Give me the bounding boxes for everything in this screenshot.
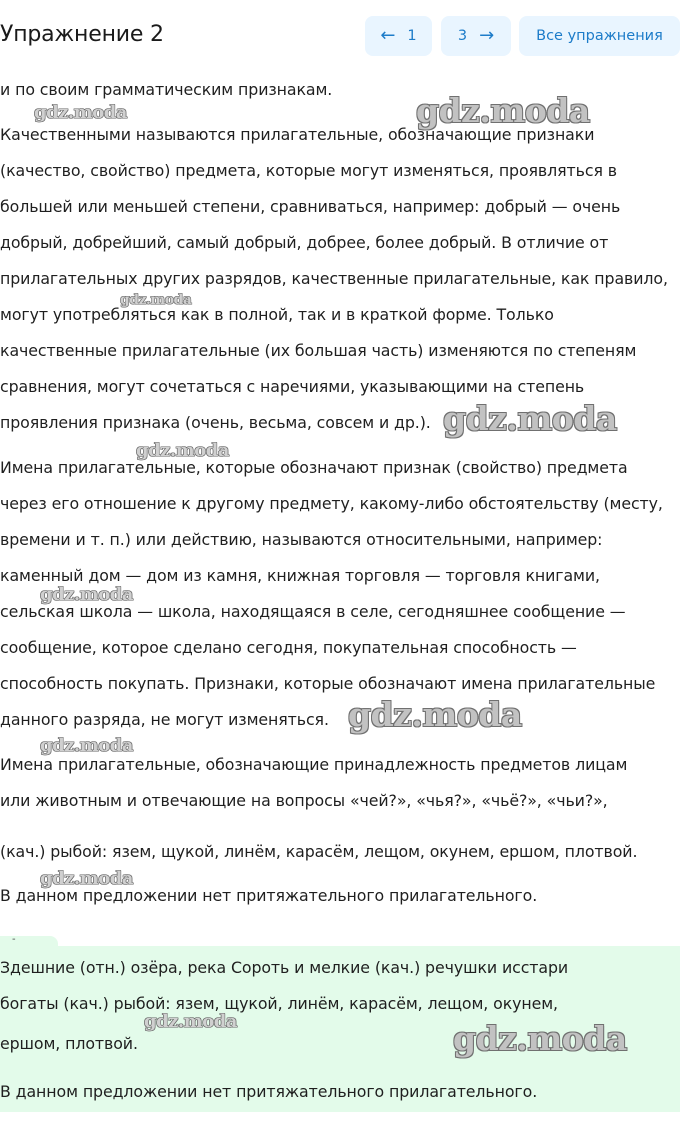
- text-line: Качественными называются прилагательные, обозначающие признаки: [0, 125, 595, 144]
- text-line: или животным и отвечающие на вопросы «чей?», «чья?», «чьё?», «чьи?»,: [0, 791, 608, 810]
- text-line: сельская школа — школа, находящаяся в селе, сегодняшнее сообщение —: [0, 602, 626, 621]
- arrow-right-icon: →: [479, 25, 495, 46]
- answer-tab-label: -: [12, 934, 16, 945]
- text-line: каменный дом — дом из камня, книжная торговля — торговля книгами,: [0, 566, 600, 585]
- arrow-left-icon: ←: [380, 25, 396, 46]
- text-line: В данном предложении нет притяжательного прилагательного.: [0, 886, 538, 905]
- text-line: Имена прилагательные, обозначающие принадлежность предметов лицам: [0, 755, 628, 774]
- watermark-logo: gdz.moda: [120, 292, 192, 308]
- watermark-logo: gdz.moda: [416, 91, 590, 130]
- answer-line: богаты (кач.) рыбой: язем, щукой, линём, карасём, лещом, окунем,: [0, 994, 558, 1013]
- prev-exercise-button[interactable]: [365, 16, 432, 56]
- text-line: сообщение, которое сделано сегодня, покупательная способность —: [0, 638, 577, 657]
- next-exercise-label: 3: [457, 28, 468, 44]
- all-exercises-button[interactable]: Все упражнения: [519, 16, 680, 56]
- watermark-logo: gdz.moda: [40, 584, 133, 605]
- page-title: Упражнение 2: [0, 22, 164, 47]
- text-line: могут употребляться как в полной, так и в краткой форме. Только: [0, 305, 554, 324]
- text-line: (качество, свойство) предмета, которые могут изменяться, проявляться в: [0, 161, 617, 180]
- watermark-logo: gdz.moda: [34, 102, 127, 123]
- answer-line: Здешние (отн.) озёра, река Сороть и мелкие (кач.) речушки исстари: [0, 958, 569, 977]
- answer-line: В данном предложении нет притяжательного прилагательного.: [0, 1082, 538, 1101]
- answer-line: ершом, плотвой.: [0, 1034, 138, 1053]
- text-line: и по своим грамматическим признакам.: [0, 80, 333, 99]
- text-line: добрый, добрейший, самый добрый, добрее, более добрый. В отличие от: [0, 233, 609, 252]
- text-line: качественные прилагательные (их большая часть) изменяются по степеням: [0, 341, 637, 360]
- watermark-logo: gdz.moda: [144, 1011, 237, 1032]
- prev-exercise-label: 1: [407, 28, 417, 44]
- exercise-header: [0, 0, 680, 74]
- text-line: способность покупать. Признаки, которые обозначают имена прилагательные: [0, 674, 656, 693]
- text-line: данного разряда, не могут изменяться.: [0, 710, 329, 729]
- watermark-logo: gdz.moda: [40, 735, 133, 756]
- text-line: проявления признака (очень, весьма, совсем и др.).: [0, 413, 431, 432]
- text-line: прилагательных других разрядов, качественные прилагательные, как правило,: [0, 269, 668, 288]
- watermark-logo: gdz.moda: [40, 868, 133, 889]
- text-line: Имена прилагательные, которые обозначают признак (свойство) предмета: [0, 458, 628, 477]
- text-line: времени и т. п.) или действию, называются относительными, например:: [0, 530, 603, 549]
- text-line: сравнения, могут сочетаться с наречиями, указывающими на степень: [0, 377, 585, 396]
- next-exercise-button[interactable]: [441, 16, 511, 56]
- watermark-logo: gdz.moda: [348, 695, 522, 734]
- watermark-logo: gdz.moda: [443, 399, 617, 438]
- text-line: (кач.) рыбой: язем, щукой, линём, карасём, лещом, окунем, ершом, плотвой.: [0, 842, 638, 861]
- text-line: через его отношение к другому предмету, какому-либо обстоятельству (месту,: [0, 494, 663, 513]
- watermark-logo: gdz.moda: [453, 1019, 627, 1058]
- watermark-logo: gdz.moda: [136, 440, 229, 461]
- text-line: большей или меньшей степени, сравниваться, например: добрый — очень: [0, 197, 621, 216]
